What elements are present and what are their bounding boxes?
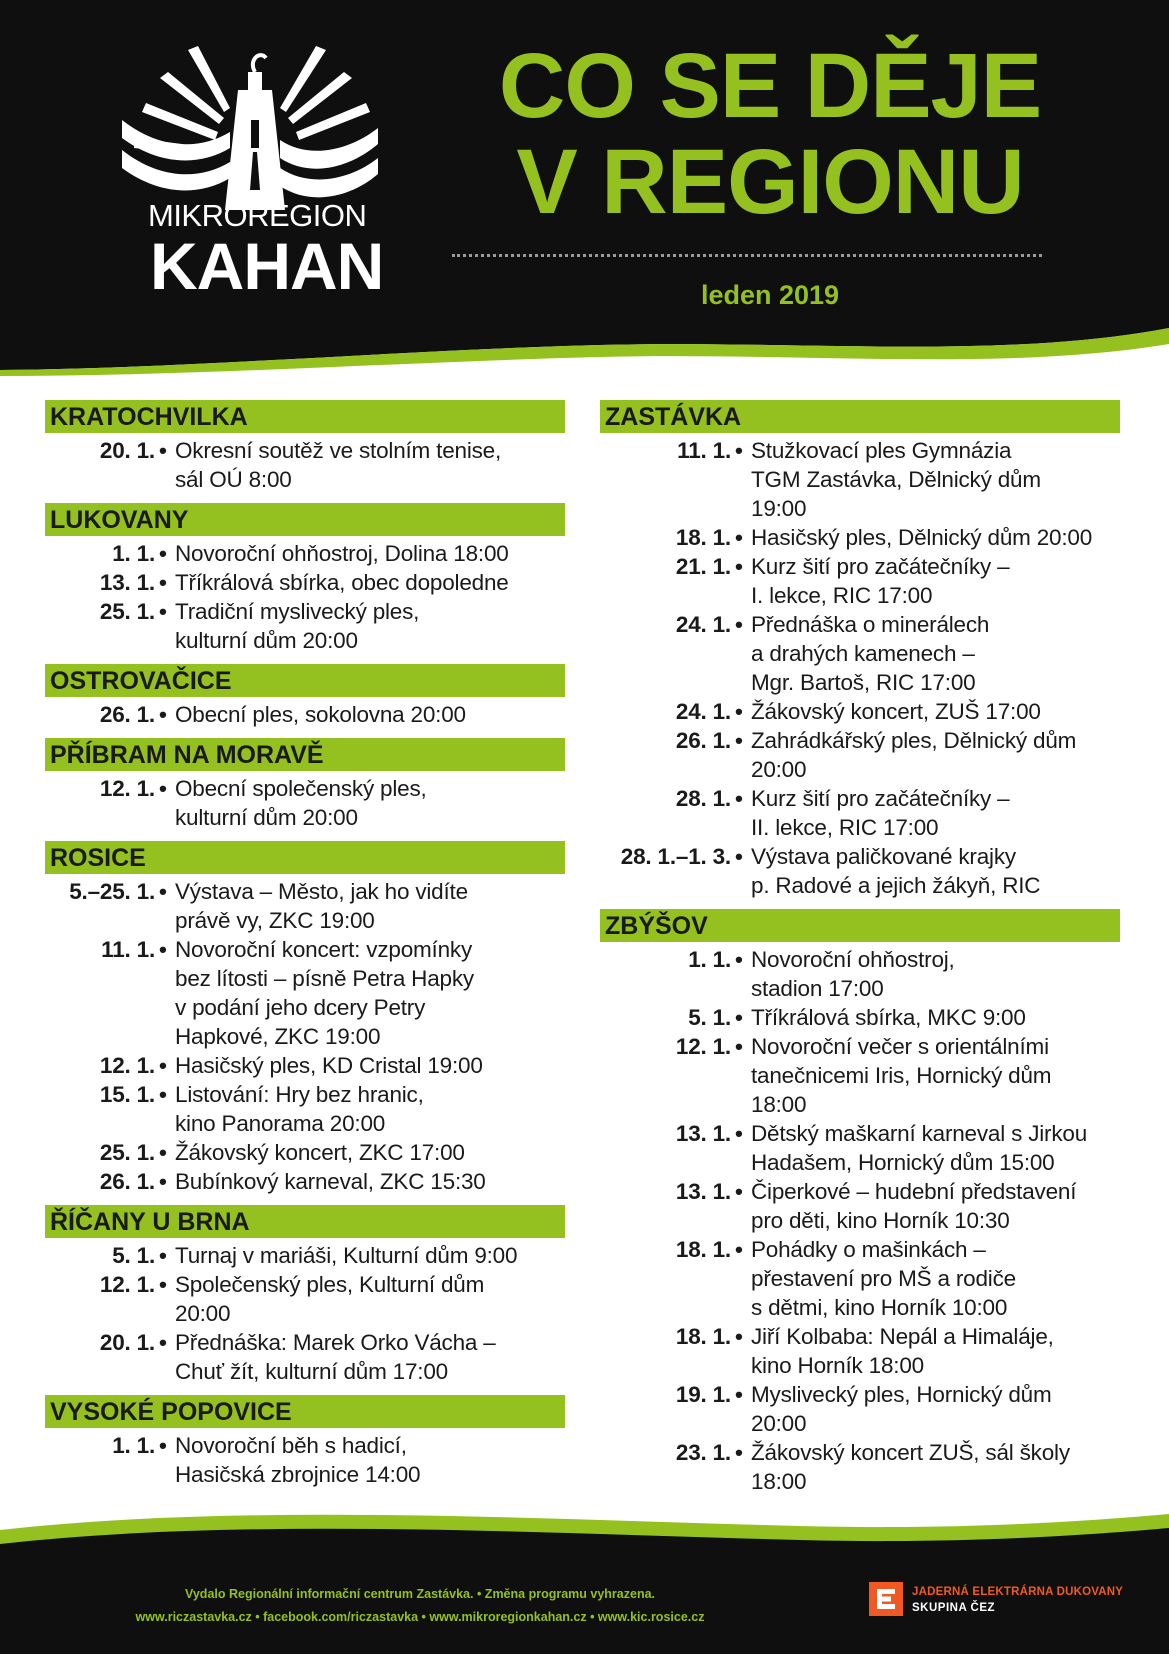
section-left-5	[45, 1205, 565, 1386]
event-date: 5. 1.	[112, 1243, 155, 1268]
cez-brand	[912, 1584, 1162, 1616]
section-heading: PŘÍBRAM NA MORAVĚ	[45, 738, 565, 771]
bullet-icon: •	[159, 1082, 167, 1107]
event-date: 26. 1.	[99, 1169, 155, 1194]
bullet-icon: •	[159, 570, 167, 595]
bullet-icon: •	[735, 525, 743, 550]
bullet-icon: •	[735, 1121, 743, 1146]
event-row	[45, 597, 565, 655]
event-row	[600, 552, 1120, 610]
event-row	[45, 1431, 565, 1489]
event-date: 12. 1.	[99, 1272, 155, 1297]
event-date: 26. 1.	[675, 728, 731, 753]
event-text: Hasičský ples, KD Cristal 19:00	[175, 1053, 483, 1078]
event-row	[600, 1235, 1120, 1322]
section-left-6	[45, 1395, 565, 1489]
section-left-3	[45, 738, 565, 832]
bullet-icon: •	[159, 1169, 167, 1194]
section-left-1	[45, 503, 565, 655]
bullet-icon: •	[735, 947, 743, 972]
event-row	[600, 1119, 1120, 1177]
event-row	[45, 1167, 565, 1196]
event-text: Žákovský koncert, ZKC 17:00	[175, 1140, 465, 1165]
event-date: 1. 1.	[112, 1433, 155, 1458]
event-text: Společenský ples, Kulturní dům 20:00	[175, 1272, 485, 1326]
event-row	[600, 697, 1120, 726]
section-heading: OSTROVAČICE	[45, 664, 565, 697]
right-column	[600, 400, 1120, 1505]
event-row	[600, 842, 1120, 900]
cez-line-2: SKUPINA ČEZ	[912, 1602, 996, 1614]
event-row	[600, 1322, 1120, 1380]
event-date: 18. 1.	[675, 525, 731, 550]
event-text: Kurz šití pro začátečníky – I. lekce, RIC 17:00	[751, 554, 1010, 608]
title-line-1: CO SE DĚJE	[498, 35, 1042, 137]
section-left-0	[45, 400, 565, 494]
event-row	[600, 1438, 1120, 1496]
footer-info	[30, 1583, 810, 1629]
event-row	[600, 610, 1120, 697]
event-date: 5.–25. 1.	[69, 879, 155, 904]
event-date: 21. 1.	[675, 554, 731, 579]
cez-line-1: JADERNÁ ELEKTRÁRNA DUKOVANY	[912, 1586, 1124, 1598]
event-text: Okresní soutěž ve stolním tenise, sál OÚ 8:00	[175, 438, 502, 492]
bullet-icon: •	[735, 612, 743, 637]
event-row	[600, 1032, 1120, 1119]
event-text: Stužkovací ples Gymnázia TGM Zastávka, Dělnický dům 19:00	[751, 438, 1041, 521]
event-row	[45, 539, 565, 568]
bullet-icon: •	[159, 438, 167, 463]
event-text: Přednáška: Marek Orko Vácha – Chuť žít, kulturní dům 17:00	[175, 1330, 496, 1384]
event-text: Hasičský ples, Dělnický dům 20:00	[751, 525, 1093, 550]
event-date: 12. 1.	[675, 1034, 731, 1059]
event-row	[45, 1080, 565, 1138]
event-row	[45, 1138, 565, 1167]
bullet-icon: •	[159, 702, 167, 727]
left-column	[45, 400, 565, 1498]
bullet-icon: •	[735, 554, 743, 579]
event-date: 18. 1.	[675, 1237, 731, 1262]
event-text: Tradiční myslivecký ples, kulturní dům 20:00	[175, 599, 420, 653]
event-row	[45, 1328, 565, 1386]
event-date: 1. 1.	[688, 947, 731, 972]
bullet-icon: •	[735, 699, 743, 724]
section-right-1	[600, 909, 1120, 1496]
bullet-icon: •	[735, 844, 743, 869]
section-left-2	[45, 664, 565, 729]
section-heading: ŘÍČANY U BRNA	[45, 1205, 565, 1238]
event-date: 20. 1.	[99, 438, 155, 463]
bullet-icon: •	[159, 541, 167, 566]
event-text: Novoroční ohňostroj, Dolina 18:00	[175, 541, 509, 566]
event-date: 25. 1.	[99, 1140, 155, 1165]
logo-text-kahan: KAHAN	[150, 229, 384, 303]
event-text: Obecní ples, sokolovna 20:00	[175, 702, 466, 727]
bullet-icon: •	[735, 1179, 743, 1204]
page-title	[420, 35, 1120, 233]
event-text: Novoroční běh s hadicí, Hasičská zbrojnice 14:00	[175, 1433, 421, 1487]
event-date: 18. 1.	[675, 1324, 731, 1349]
event-row	[45, 1270, 565, 1328]
event-row	[600, 436, 1120, 523]
bullet-icon: •	[159, 776, 167, 801]
bullet-icon: •	[159, 599, 167, 624]
bullet-icon: •	[159, 1330, 167, 1355]
event-date: 13. 1.	[675, 1121, 731, 1146]
bullet-icon: •	[159, 937, 167, 962]
event-text: Dětský maškarní karneval s Jirkou Hadašem, Hornický dům 15:00	[751, 1121, 1088, 1175]
event-row	[45, 700, 565, 729]
event-date: 23. 1.	[675, 1440, 731, 1465]
bullet-icon: •	[735, 1382, 743, 1407]
cez-logo-icon	[869, 1582, 903, 1616]
event-date: 12. 1.	[99, 776, 155, 801]
event-text: Tříkrálová sbírka, MKC 9:00	[751, 1005, 1026, 1030]
event-row	[45, 1241, 565, 1270]
event-date: 1. 1.	[112, 541, 155, 566]
section-heading: ZBÝŠOV	[600, 909, 1120, 942]
event-row	[600, 523, 1120, 552]
event-text: Tříkrálová sbírka, obec dopoledne	[175, 570, 509, 595]
event-date: 12. 1.	[99, 1053, 155, 1078]
bullet-icon: •	[159, 879, 167, 904]
bullet-icon: •	[159, 1272, 167, 1297]
event-text: Kurz šití pro začátečníky – II. lekce, RIC 17:00	[751, 786, 1010, 840]
section-heading: ROSICE	[45, 841, 565, 874]
event-date: 13. 1.	[99, 570, 155, 595]
event-row	[600, 784, 1120, 842]
title-line-2: V REGIONU	[516, 131, 1024, 233]
event-row	[600, 1177, 1120, 1235]
event-text: Bubínkový karneval, ZKC 15:30	[175, 1169, 486, 1194]
bullet-icon: •	[735, 1237, 743, 1262]
footer-background	[0, 1500, 1169, 1654]
event-row	[600, 1380, 1120, 1438]
event-row	[45, 568, 565, 597]
month-label: leden 2019	[700, 280, 840, 310]
section-heading: KRATOCHVILKA	[45, 400, 565, 433]
event-row	[600, 726, 1120, 784]
event-text: Novoroční večer s orientálními tanečnicemi Iris, Hornický dům 18:00	[751, 1034, 1052, 1117]
bullet-icon: •	[159, 1433, 167, 1458]
bullet-icon: •	[735, 1324, 743, 1349]
event-text: Čiperkové – hudební představení pro děti, kino Horník 10:30	[751, 1179, 1077, 1233]
event-date: 20. 1.	[99, 1330, 155, 1355]
event-text: Turnaj v mariáši, Kulturní dům 9:00	[175, 1243, 518, 1268]
section-left-4	[45, 841, 565, 1196]
event-date: 13. 1.	[675, 1179, 731, 1204]
event-row	[600, 1003, 1120, 1032]
event-text: Žákovský koncert, ZUŠ 17:00	[751, 699, 1041, 724]
footer-publisher: Vydalo Regionální informační centrum Zastávka. • Změna programu vyhrazena.	[184, 1587, 655, 1601]
bullet-icon: •	[735, 728, 743, 753]
event-date: 11. 1.	[677, 438, 731, 463]
event-text: Jiří Kolbaba: Nepál a Himaláje, kino Horník 18:00	[751, 1324, 1054, 1378]
bullet-icon: •	[159, 1053, 167, 1078]
event-text: Myslivecký ples, Hornický dům 20:00	[751, 1382, 1052, 1436]
event-date: 24. 1.	[675, 612, 731, 637]
event-date: 11. 1.	[101, 937, 155, 962]
event-date: 28. 1.–1. 3.	[620, 844, 731, 869]
section-right-0	[600, 400, 1120, 900]
event-row	[45, 774, 565, 832]
bullet-icon: •	[735, 438, 743, 463]
event-text: Obecní společenský ples, kulturní dům 20:00	[175, 776, 427, 830]
event-text: Žákovský koncert ZUŠ, sál školy 18:00	[751, 1440, 1070, 1494]
dotted-divider	[452, 254, 1042, 257]
section-heading: LUKOVANY	[45, 503, 565, 536]
event-row	[45, 436, 565, 494]
event-text: Výstava paličkované krajky p. Radové a jejich žákyň, RIC	[751, 844, 1041, 898]
event-row	[45, 877, 565, 935]
event-row	[45, 935, 565, 1051]
bullet-icon: •	[159, 1243, 167, 1268]
event-text: Přednáška o minerálech a drahých kamenech – Mgr. Bartoš, RIC 17:00	[751, 612, 990, 695]
bullet-icon: •	[735, 786, 743, 811]
event-text: Zahrádkářský ples, Dělnický dům 20:00	[751, 728, 1077, 782]
event-date: 19. 1.	[675, 1382, 731, 1407]
bullet-icon: •	[735, 1440, 743, 1465]
bullet-icon: •	[159, 1140, 167, 1165]
event-date: 5. 1.	[688, 1005, 731, 1030]
event-text: Listování: Hry bez hranic, kino Panorama 20:00	[175, 1082, 424, 1136]
event-text: Výstava – Město, jak ho vidíte právě vy, ZKC 19:00	[175, 879, 468, 933]
event-row	[600, 945, 1120, 1003]
event-text: Pohádky o mašinkách – přestavení pro MŠ a rodiče s dětmi, kino Horník 10:00	[751, 1237, 1016, 1320]
bullet-icon: •	[735, 1005, 743, 1030]
section-heading: VYSOKÉ POPOVICE	[45, 1395, 565, 1428]
event-date: 26. 1.	[99, 702, 155, 727]
event-text: Novoroční ohňostroj, stadion 17:00	[751, 947, 955, 1001]
event-date: 25. 1.	[99, 599, 155, 624]
bullet-icon: •	[735, 1034, 743, 1059]
logo-text-mikroregion: MIKROREGION	[148, 198, 367, 233]
event-row	[45, 1051, 565, 1080]
event-date: 15. 1.	[99, 1082, 155, 1107]
event-text: Novoroční koncert: vzpomínky bez lítosti – písně Petra Hapky v podání jeho dcery Petry Hapkové, ZKC 19:00	[175, 937, 474, 1049]
event-date: 28. 1.	[675, 786, 731, 811]
event-date: 24. 1.	[675, 699, 731, 724]
footer-links: www.riczastavka.cz • facebook.com/riczastavka • www.mikroregionkahan.cz • www.kic.rosice.cz	[135, 1610, 705, 1624]
section-heading: ZASTÁVKA	[600, 400, 1120, 433]
